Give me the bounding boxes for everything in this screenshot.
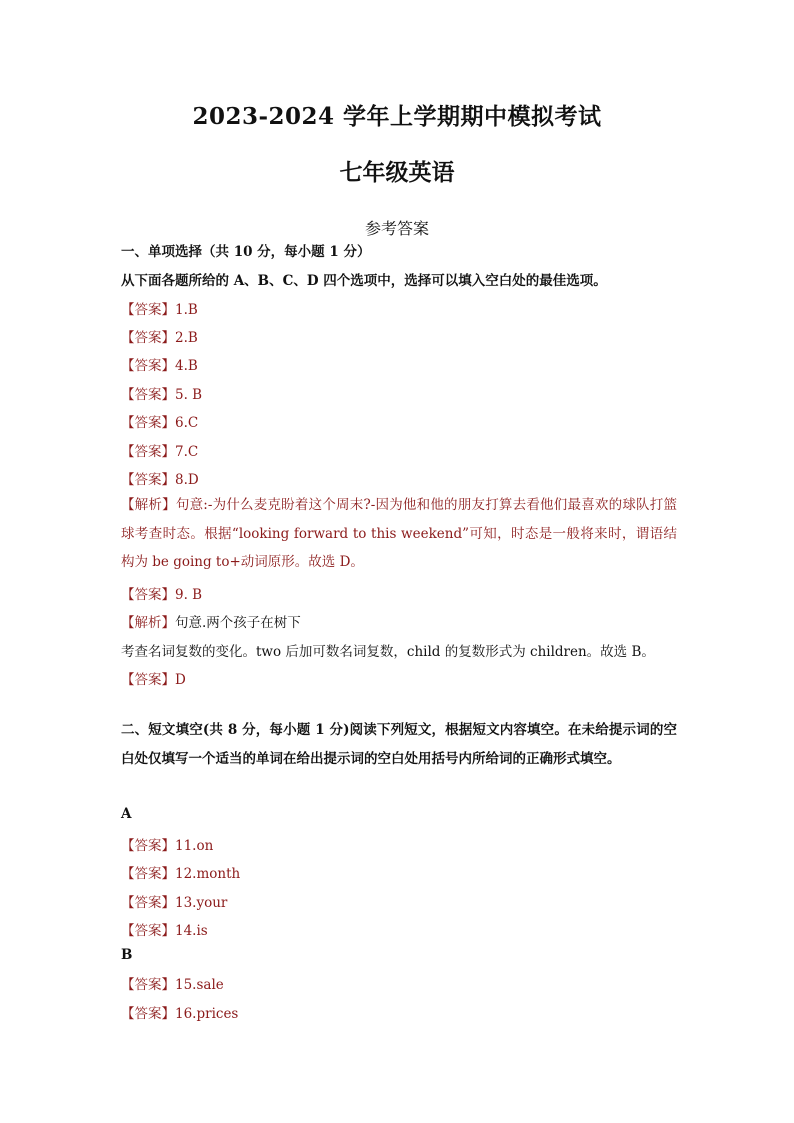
answer-line (121, 298, 198, 318)
section1-heading: 一、单项选择（共 10 分，每小题 1 分） (121, 244, 371, 260)
answer-tag: 【答案】 (121, 415, 175, 431)
explanation-9-detail: 考查名词复数的变化。two 后加可数名词复数，child 的复数形式为 children。故选 B。 (121, 644, 655, 660)
answer-tag: 【答案】 (121, 866, 175, 882)
explanation-text: 句意:-为什么麦克盼着这个周末?-因为他和他的朋友打算去看他们最喜欢的球队打篮球考查时态。根据“looking forward to this weekend”可知，时态是一般将来时，谓语结构为 be going to+动词原形。故选 D。 (121, 497, 677, 570)
answer-line (121, 668, 186, 688)
subject-title: 七年级英语 (339, 159, 455, 186)
answer-tag: 【答案】 (121, 923, 175, 939)
answer-line (121, 834, 213, 854)
explain-tag: 【解析】 (121, 615, 175, 631)
answer-tag: 【答案】 (121, 895, 175, 911)
answer-value: 13.your (175, 895, 228, 911)
answer-value: 8.D (175, 472, 199, 488)
explain-tag: 【解析】 (121, 497, 176, 513)
answer-line (121, 973, 224, 993)
section1-instruction: 从下面各题所给的 A、B、C、D 四个选项中，选择可以填入空白处的最佳选项。 (121, 273, 607, 289)
answer-value: 1.B (175, 302, 198, 318)
answer-value: 11.on (175, 838, 214, 854)
answer-tag: 【答案】 (121, 330, 175, 346)
answer-tag: 【答案】 (121, 444, 175, 460)
answer-value: 12.month (175, 866, 241, 882)
answer-title: 参考答案 (364, 219, 429, 238)
answer-tag: 【答案】 (121, 977, 175, 993)
answer-value: 14.is (175, 923, 208, 939)
answer-tag: 【答案】 (121, 472, 175, 488)
answer-line (121, 411, 198, 431)
section2-heading: 二、短文填空(共 8 分，每小题 1 分)阅读下列短文，根据短文内容填空。在未给提示词的空白处仅填写一个适当的单词在给出提示词的空白处用括号内所给词的正确形式填空。 (121, 722, 677, 767)
answer-value: 5. B (175, 387, 203, 403)
answer-value: 16.prices (175, 1006, 239, 1022)
answer-line (121, 862, 240, 882)
explanation-8 (121, 491, 677, 577)
answer-line (121, 383, 202, 403)
answer-tag: 【答案】 (121, 387, 175, 403)
answer-line (121, 919, 208, 939)
exam-title: 2023-2024 学年上学期期中模拟考试 (192, 103, 602, 130)
answer-tag: 【答案】 (121, 302, 175, 318)
answer-value: 15.sale (175, 977, 224, 993)
explanation-text: 句意.两个孩子在树下 (175, 615, 301, 631)
answer-tag: 【答案】 (121, 1006, 175, 1022)
answer-tag: 【答案】 (121, 838, 175, 854)
answer-tag: 【答案】 (121, 587, 175, 603)
answer-tag: 【答案】 (121, 358, 175, 374)
answer-line (121, 354, 198, 374)
answer-line (121, 440, 198, 460)
answer-line (121, 468, 199, 488)
answer-line (121, 1002, 238, 1022)
part-b-label: B (121, 947, 133, 963)
explanation-9 (121, 611, 301, 631)
part-a-label: A (121, 806, 132, 822)
answer-tag: 【答案】 (121, 672, 175, 688)
answer-line (121, 326, 198, 346)
answer-value: 9. B (175, 587, 203, 603)
answer-value: D (175, 672, 186, 688)
answer-line (121, 891, 227, 911)
answer-value: 7.C (175, 444, 199, 460)
answer-value: 2.B (175, 330, 198, 346)
answer-value: 4.B (175, 358, 198, 374)
answer-value: 6.C (175, 415, 199, 431)
answer-line (121, 583, 202, 603)
